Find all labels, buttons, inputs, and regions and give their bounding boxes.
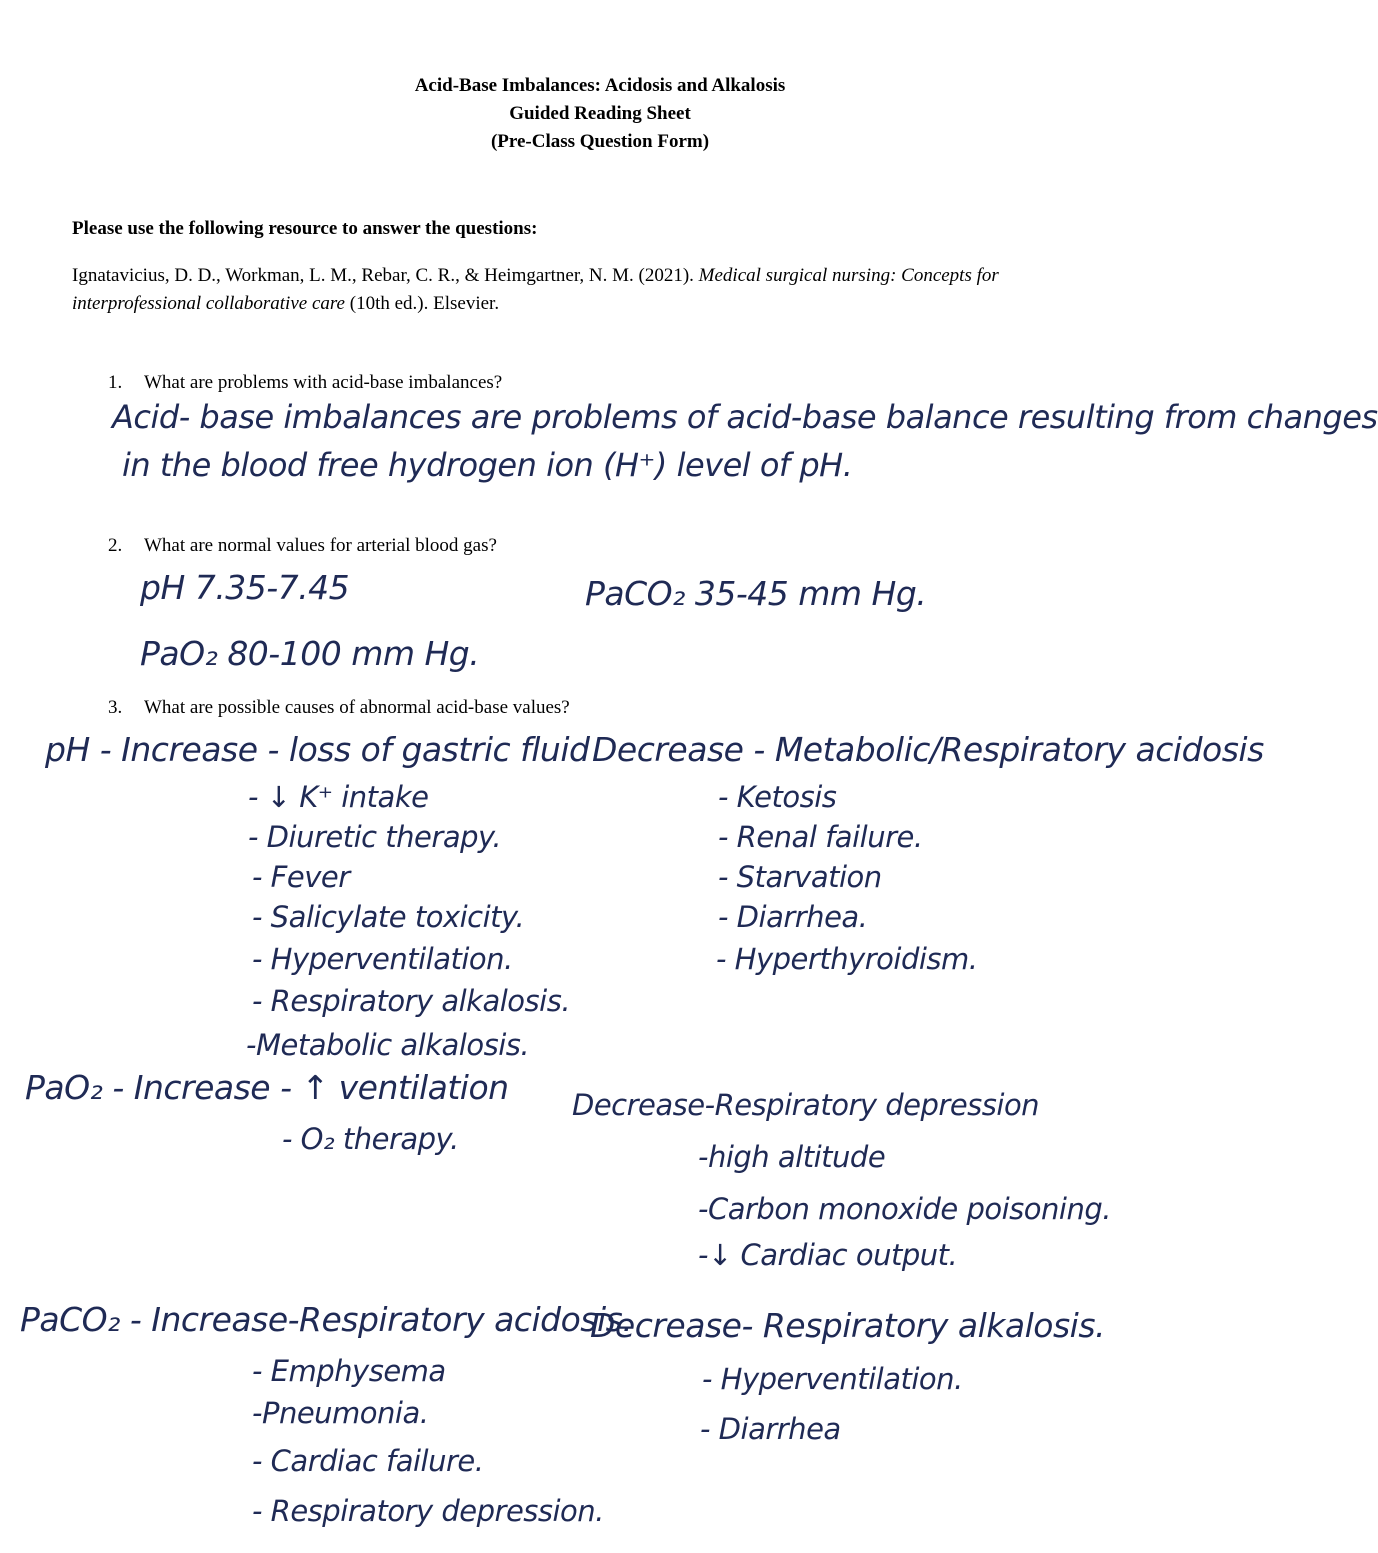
paco2-increase-item: - Emphysema	[252, 1354, 446, 1388]
citation-authors: Ignatavicius, D. D., Workman, L. M., Rebar, C. R., & Heimgartner, N. M. (2021).	[72, 265, 699, 286]
paco2-increase-item: - Cardiac failure.	[252, 1444, 484, 1478]
q1-answer-line-2: in the blood free hydrogen ion (H⁺) level of pH.	[122, 446, 853, 484]
paco2-increase-item: - Respiratory depression.	[252, 1494, 604, 1528]
question-number: 1.	[108, 372, 123, 393]
citation-book-title: Medical surgical nursing: Concepts for interprofessional collaborative care	[72, 265, 999, 314]
paco2-increase-item: -Pneumonia.	[252, 1396, 429, 1430]
ph-increase-item: - Salicylate toxicity.	[252, 900, 525, 934]
title-line-3: (Pre-Class Question Form)	[490, 131, 710, 152]
ph-decrease-item: - Hyperthyroidism.	[716, 942, 978, 976]
ph-decrease-item: - Diarrhea.	[718, 900, 868, 934]
question-text: What are normal values for arterial blood gas?	[144, 535, 497, 556]
ph-increase-item: - Respiratory alkalosis.	[252, 984, 571, 1018]
pao2-increase-item: - O₂ therapy.	[282, 1122, 459, 1156]
ph-decrease-heading: Decrease - Metabolic/Respiratory acidosis	[592, 730, 1264, 769]
q2-ph-value: pH 7.35-7.45	[140, 568, 350, 607]
paco2-decrease-heading: Decrease- Respiratory alkalosis.	[590, 1306, 1106, 1345]
q1-answer-line-1: Acid- base imbalances are problems of acid-base balance resulting from changes	[112, 398, 1378, 436]
question-2	[108, 535, 497, 557]
ph-increase-item: - Diuretic therapy.	[248, 820, 502, 854]
citation	[72, 262, 1132, 318]
ph-decrease-item: - Starvation	[718, 860, 882, 894]
pao2-decrease-item: -Carbon monoxide poisoning.	[698, 1192, 1111, 1226]
title-line-1: Acid-Base Imbalances: Acidosis and Alkalosis	[414, 75, 786, 96]
document-title	[0, 72, 1200, 156]
ph-increase-item: -Metabolic alkalosis.	[246, 1028, 530, 1062]
citation-publisher: (10th ed.). Elsevier.	[345, 293, 500, 314]
ph-increase-item: - Hyperventilation.	[252, 942, 513, 976]
instruction-text: Please use the following resource to answer the questions:	[72, 218, 538, 239]
pao2-decrease-item: -↓ Cardiac output.	[698, 1238, 958, 1272]
question-text: What are possible causes of abnormal acid-base values?	[144, 697, 570, 718]
paco2-decrease-item: - Diarrhea	[700, 1412, 841, 1446]
ph-decrease-item: - Renal failure.	[718, 820, 923, 854]
question-number: 2.	[108, 535, 123, 556]
question-3	[108, 697, 570, 719]
question-text: What are problems with acid-base imbalances?	[144, 372, 503, 393]
title-line-2: Guided Reading Sheet	[509, 103, 691, 124]
paco2-increase-heading: PaCO₂ - Increase-Respiratory acidosis.	[20, 1300, 633, 1339]
ph-increase-item: - ↓ K⁺ intake	[248, 780, 429, 814]
pao2-decrease-item: -high altitude	[698, 1140, 886, 1174]
ph-decrease-item: - Ketosis	[718, 780, 837, 814]
q2-paco2-value: PaCO₂ 35-45 mm Hg.	[585, 574, 927, 613]
ph-increase-heading: pH - Increase - loss of gastric fluid	[45, 730, 590, 769]
question-1	[108, 372, 502, 394]
ph-increase-item: - Fever	[252, 860, 350, 894]
paco2-decrease-item: - Hyperventilation.	[702, 1362, 963, 1396]
pao2-decrease-heading: Decrease-Respiratory depression	[572, 1088, 1040, 1122]
pao2-increase-heading: PaO₂ - Increase - ↑ ventilation	[25, 1068, 509, 1107]
question-number: 3.	[108, 697, 123, 718]
q2-pao2-value: PaO₂ 80-100 mm Hg.	[140, 634, 480, 673]
